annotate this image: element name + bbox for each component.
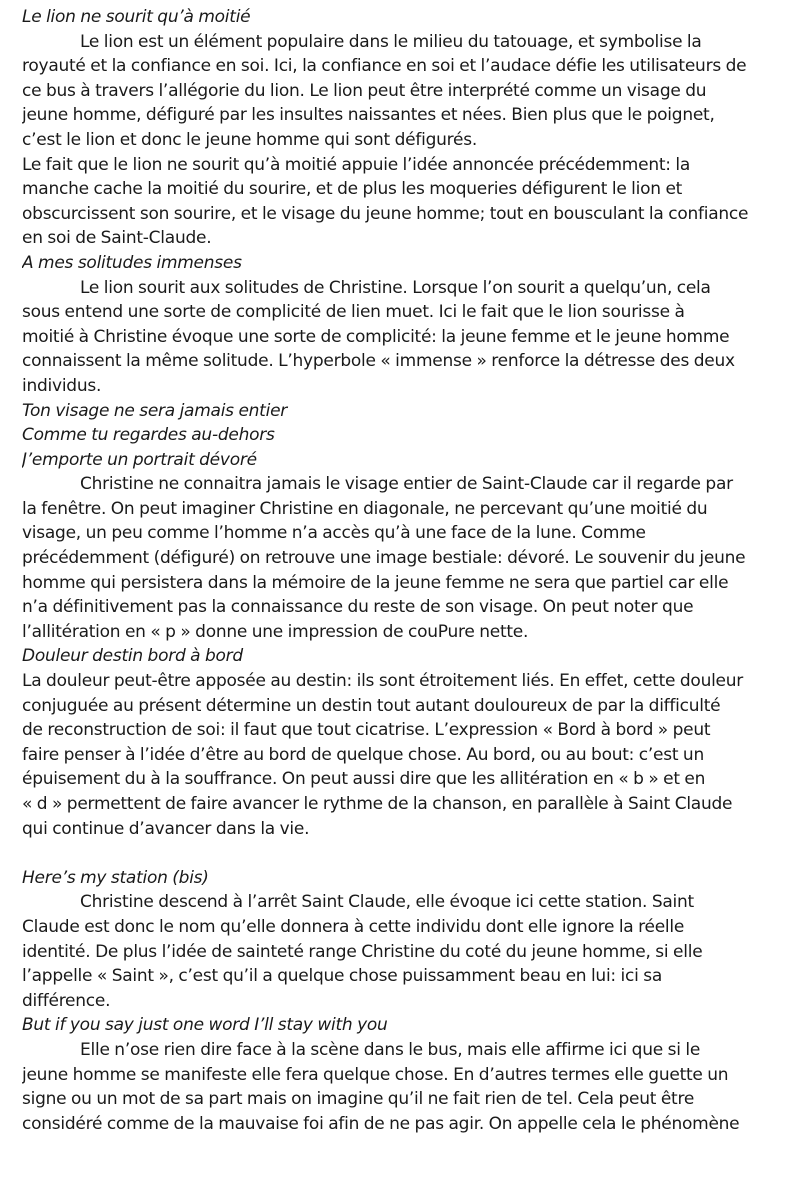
- document-page: [22, 5, 792, 1136]
- paragraph-line: considéré comme de la mauvaise foi afin de ne pas agir. On appelle cela le phénomène: [22, 1113, 740, 1134]
- paragraph-line: royauté et la confiance en soi. Ici, la confiance en soi et l’audace défie les utilisateurs de: [22, 56, 747, 77]
- paragraph-line: Le fait que le lion ne sourit qu’à moitié appuie l’idée annoncée précédemment: la: [22, 154, 691, 175]
- paragraph-line: Christine descend à l’arrêt Saint Claude, elle évoque ici cette station. Saint: [80, 892, 694, 913]
- paragraph-line: n’a définitivement pas la connaissance du reste de son visage. On peut noter que: [22, 597, 694, 618]
- paragraph-line: jeune homme, défiguré par les insultes naissantes et nées. Bien plus que le poignet,: [22, 105, 715, 126]
- paragraph-line: épuisement du à la souffrance. On peut aussi dire que les allitération en « b » et en: [22, 769, 706, 790]
- paragraph-line: sous entend une sorte de complicité de lien muet. Ici le fait que le lion sourisse à: [22, 302, 685, 323]
- paragraph-line: Le lion sourit aux solitudes de Christine. Lorsque l’on sourit a quelqu’un, cela: [80, 277, 711, 298]
- blank-line: [22, 841, 792, 866]
- paragraph-line: conjuguée au présent détermine un destin tout autant douloureux de par la difficulté: [22, 695, 721, 716]
- paragraph-line: obscurcissent son sourire, et le visage du jeune homme; tout en bousculant la confiance: [22, 203, 749, 224]
- paragraph-line: « d » permettent de faire avancer le rythme de la chanson, en parallèle à Saint Claude: [22, 794, 733, 814]
- quote-heading: Le lion ne sourit qu’à moitié: [22, 7, 251, 27]
- quote-heading: Douleur destin bord à bord: [22, 646, 243, 667]
- quote-heading: Here’s my station (bis): [22, 867, 209, 888]
- quote-heading: A mes solitudes immenses: [22, 252, 242, 273]
- paragraph-line: précédemment (défiguré) on retrouve une image bestiale: dévoré. Le souvenir du jeune: [22, 548, 746, 569]
- paragraph-line: de reconstruction de soi: il faut que tout cicatrise. L’expression « Bord à bord » peut: [22, 720, 711, 741]
- paragraph-line: c’est le lion et donc le jeune homme qui sont défigurés.: [22, 129, 477, 150]
- quote-heading: Comme tu regardes au-dehors: [22, 425, 275, 446]
- paragraph-line: Elle n’ose rien dire face à la scène dans le bus, mais elle affirme ici que si le: [80, 1039, 701, 1060]
- quote-heading: J’emporte un portrait dévoré: [22, 449, 257, 470]
- paragraph-line: différence.: [22, 990, 111, 1011]
- quote-heading: Ton visage ne sera jamais entier: [22, 400, 288, 421]
- paragraph-line: signe ou un mot de sa part mais on imagine qu’il ne fait rien de tel. Cela peut être: [22, 1089, 695, 1110]
- paragraph-line: qui continue d’avancer dans la vie.: [22, 818, 310, 839]
- paragraph-line: manche cache la moitié du sourire, et de plus les moqueries défigurent le lion et: [22, 179, 683, 200]
- paragraph-line: Le lion est un élément populaire dans le milieu du tatouage, et symbolise la: [80, 31, 702, 52]
- quote-heading: But if you say just one word I’ll stay with you: [22, 1015, 388, 1036]
- paragraph-line: la fenêtre. On peut imaginer Christine en diagonale, ne percevant qu’une moitié du: [22, 498, 708, 519]
- paragraph-line: connaissent la même solitude. L’hyperbole « immense » renforce la détresse des deux: [22, 351, 735, 372]
- paragraph-line: faire penser à l’idée d’être au bord de quelque chose. Au bord, ou au bout: c’est un: [22, 744, 704, 765]
- paragraph-line: Christine ne connaitra jamais le visage entier de Saint-Claude car il regarde par: [80, 474, 733, 495]
- paragraph-line: ce bus à travers l’allégorie du lion. Le lion peut être interprété comme un visage du: [22, 80, 707, 101]
- paragraph-line: homme qui persistera dans la mémoire de la jeune femme ne sera que partiel car elle: [22, 572, 729, 593]
- paragraph-line: en soi de Saint-Claude.: [22, 228, 212, 249]
- paragraph-line: l’appelle « Saint », c’est qu’il a quelque chose puissamment beau en lui: ici sa: [22, 966, 663, 987]
- paragraph-line: individus.: [22, 375, 102, 396]
- paragraph-line: jeune homme se manifeste elle fera quelque chose. En d’autres termes elle guette un: [22, 1064, 729, 1085]
- paragraph-line: l’allitération en « p » donne une impression de couPure nette.: [22, 621, 529, 642]
- paragraph-line: visage, un peu comme l’homme n’a accès qu’à une face de la lune. Comme: [22, 523, 646, 544]
- paragraph-line: Claude est donc le nom qu’elle donnera à cette individu dont elle ignore la réelle: [22, 916, 685, 937]
- paragraph-line: moitié à Christine évoque une sorte de complicité: la jeune femme et le jeune homme: [22, 326, 730, 347]
- paragraph-line: identité. De plus l’idée de sainteté range Christine du coté du jeune homme, si elle: [22, 941, 703, 962]
- paragraph-line: La douleur peut-être apposée au destin: ils sont étroitement liés. En effet, cette douleur: [22, 671, 744, 692]
